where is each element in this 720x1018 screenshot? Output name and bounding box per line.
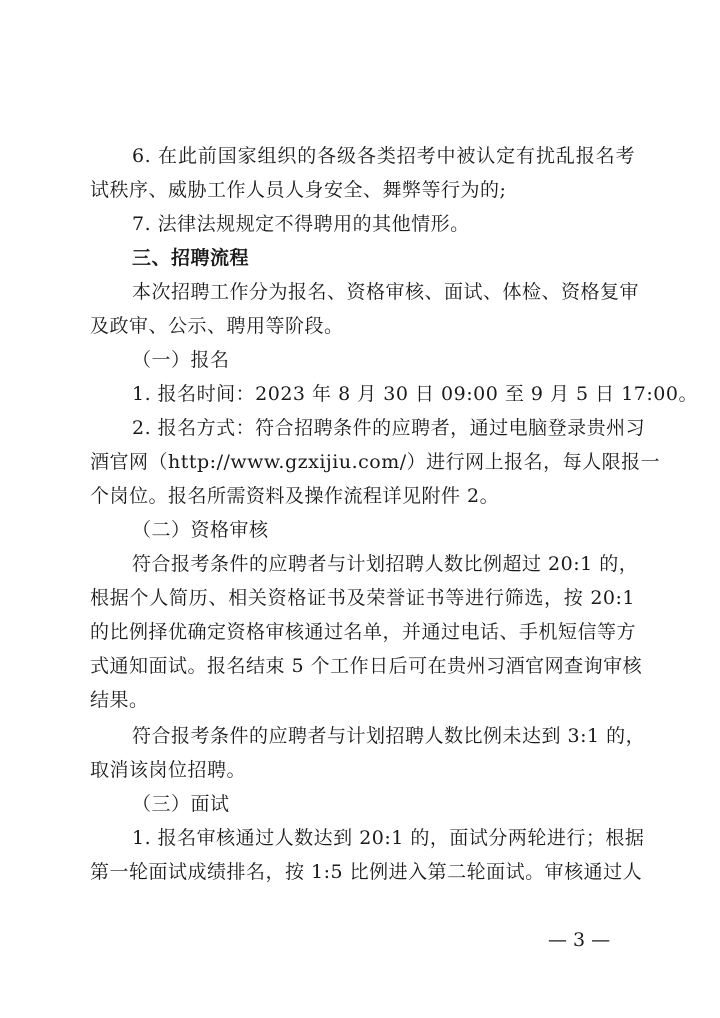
- paragraph-line: 的比例择优确定资格审核通过名单，并通过电话、手机短信等方: [90, 621, 637, 643]
- paragraph-line: 根据个人简历、相关资格证书及荣誉证书等进行筛选，按 20:1: [90, 587, 635, 609]
- paragraph-line: 7. 法律法规规定不得聘用的其他情形。: [132, 213, 470, 235]
- subsection-heading: （二）资格审核: [132, 519, 269, 541]
- paragraph-line: 符合报考条件的应聘者与计划招聘人数比例未达到 3:1 的，: [132, 725, 646, 747]
- paragraph-line: 酒官网（http://www.gzxijiu.com/）进行网上报名，每人限报一: [90, 451, 661, 473]
- paragraph-line: 结果。: [90, 689, 149, 711]
- subsection-heading: （一）报名: [132, 349, 230, 371]
- section-heading: 三、招聘流程: [132, 247, 250, 269]
- paragraph-line: 1. 报名时间：2023 年 8 月 30 日 09:00 至 9 月 5 日 17:00。: [132, 383, 698, 405]
- paragraph-line: 2. 报名方式：符合招聘条件的应聘者，通过电脑登录贵州习: [132, 417, 646, 439]
- paragraph-line: 个岗位。报名所需资料及操作流程详见附件 2。: [90, 485, 500, 507]
- paragraph-line: 第一轮面试成绩排名，按 1:5 比例进入第二轮面试。审核通过人: [90, 861, 643, 883]
- paragraph-line: 试秩序、威胁工作人员人身安全、舞弊等行为的;: [90, 179, 507, 201]
- paragraph-line: 1. 报名审核通过人数达到 20:1 的，面试分两轮进行；根据: [132, 827, 645, 849]
- paragraph-line: 及政审、公示、聘用等阶段。: [90, 315, 344, 337]
- paragraph-line: 式通知面试。报名结束 5 个工作日后可在贵州习酒官网查询审核: [90, 655, 643, 677]
- subsection-heading: （三）面试: [132, 793, 230, 815]
- paragraph-line: 取消该岗位招聘。: [90, 759, 247, 781]
- paragraph-line: 本次招聘工作分为报名、资格审核、面试、体检、资格复审: [132, 281, 640, 303]
- paragraph-line: 6. 在此前国家组织的各级各类招考中被认定有扰乱报名考: [132, 145, 635, 167]
- paragraph-line: 符合报考条件的应聘者与计划招聘人数比例超过 20:1 的，: [132, 553, 639, 575]
- page-number: — 3 —: [548, 929, 611, 951]
